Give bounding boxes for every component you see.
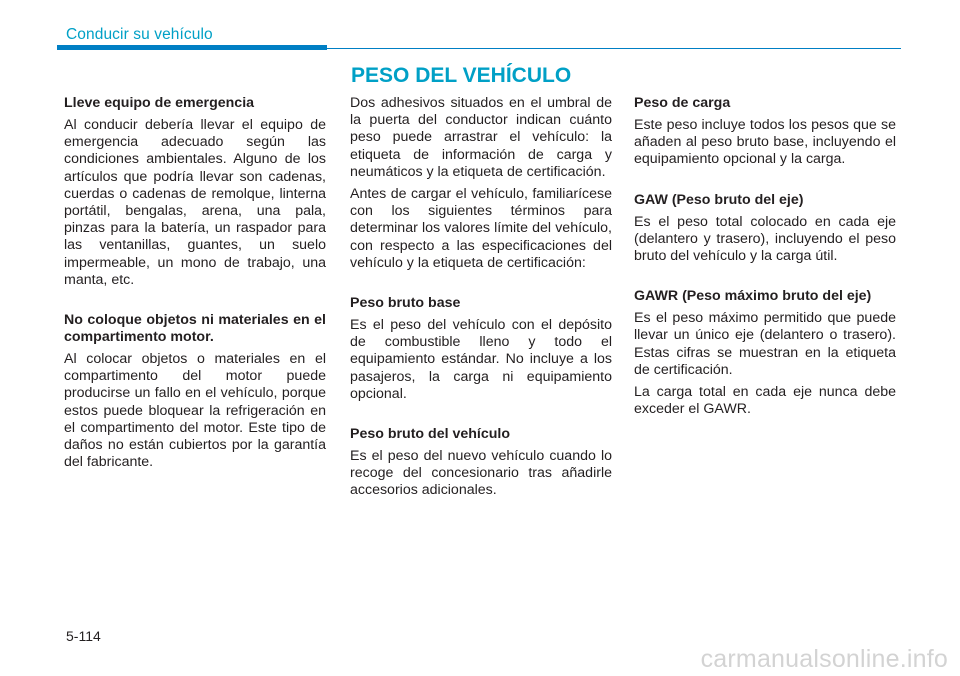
watermark: carmanualsonline.info — [700, 645, 948, 673]
subheading-base-curb-weight: Peso bruto base — [350, 295, 461, 312]
subheading-cargo-weight: Peso de carga — [634, 95, 731, 111]
subheading-gaw: GAW (Peso bruto del eje) — [634, 191, 804, 208]
page-number: 5-114 — [66, 628, 101, 644]
paragraph: Al colocar objetos o materiales en el compartimento del motor puede producirse un fallo en el vehículo, porque estos puede bloquear la refrigeración en el compartimento del motor. Este tipo de daños no están cubiertos por la garantía del fabricante. — [64, 351, 326, 471]
text-column-1 — [64, 95, 326, 476]
paragraph: Este peso incluye todos los pesos que se añaden al peso bruto base, incluyendo el equipamiento opcional y la carga. — [634, 117, 896, 168]
header-rule — [327, 48, 901, 49]
paragraph: La carga total en cada eje nunca debe exceder el GAWR. — [634, 384, 896, 418]
paragraph: Dos adhesivos situados en el umbral de la puerta del conductor indican cuánto peso puede arrastrar el vehículo: la etiqueta de información de carga y neumáticos y la etiqueta de certificación. — [350, 95, 612, 180]
section-header: Conducir su vehículo — [66, 26, 213, 43]
header-accent-bar — [57, 45, 327, 50]
text-column-3 — [634, 95, 896, 423]
text-column-2 — [350, 95, 612, 505]
subheading-emergency-equipment: Lleve equipo de emergencia — [64, 95, 255, 111]
paragraph: Antes de cargar el vehículo, familiarícese con los siguientes términos para determinar los valores límite del vehículo, con respecto a las especificaciones del vehículo y la etiqueta de certificación: — [350, 186, 612, 271]
paragraph: Es el peso del nuevo vehículo cuando lo recoge del concesionario tras añadirle accesorios adicionales. — [350, 448, 612, 499]
paragraph: Es el peso del vehículo con el depósito de combustible lleno y todo el equipamiento estándar. No incluye a los pasajeros, la carga ni equipamiento opcional. — [350, 317, 612, 402]
paragraph: Es el peso máximo permitido que puede llevar un único eje (delantero o trasero). Estas cifras se muestran en la etiqueta de certificación. — [634, 310, 896, 378]
paragraph: Es el peso total colocado en cada eje (delantero y trasero), incluyendo el peso bruto del vehículo y la carga útil. — [634, 213, 896, 265]
page-title: PESO DEL VEHÍCULO — [351, 64, 572, 87]
subheading-vehicle-curb-weight: Peso bruto del vehículo — [350, 426, 511, 443]
subheading-engine-compartment: No coloque objetos ni materiales en el compartimento motor. — [64, 312, 326, 346]
paragraph: Al conducir debería llevar el equipo de emergencia adecuado según las condiciones ambientales. Alguno de los artículos que podría llevar son cadenas, cuerdas o cadenas de remolque, linterna portátil, bengalas, arena, una pala, pinzas para la batería, un raspador para las ventanillas, guantes, un suelo impermeable, un mono de trabajo, una manta, etc. — [64, 117, 326, 288]
subheading-gawr: GAWR (Peso máximo bruto del eje) — [634, 288, 872, 305]
